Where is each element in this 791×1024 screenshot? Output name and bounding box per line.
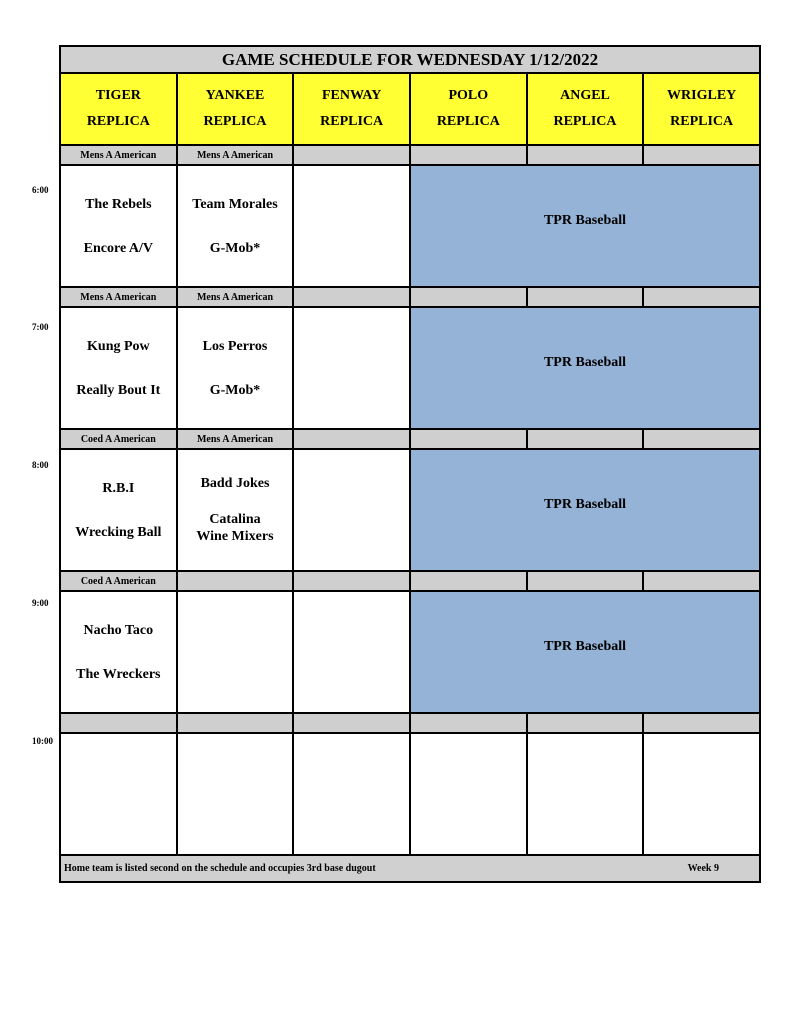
field-header-yankee [178,74,293,144]
footer-note: Home team is listed second on the schedule and occupies 3rd base dugout [64,863,376,874]
division-label [178,572,293,590]
away-team: The Rebels [85,196,152,212]
division-label [61,714,176,732]
home-team: The Wreckers [76,666,161,682]
division-label: Mens A American [178,430,293,448]
division-label [644,288,759,306]
field-header-angel [528,74,643,144]
game-cell [178,308,293,428]
division-label [528,430,643,448]
division-label [528,714,643,732]
field-name: ANGEL [560,88,610,103]
tpr-block: TPR Baseball [411,450,759,570]
schedule-title: GAME SCHEDULE FOR WEDNESDAY 1/12/2022 [61,47,759,72]
tpr-block: TPR Baseball [411,308,759,428]
field-sub: REPLICA [320,114,384,129]
field-name: FENWAY [321,88,382,103]
field-header-polo [411,74,526,144]
division-label [644,430,759,448]
home-team: Wrecking Ball [75,524,162,540]
field-name: YANKEE [205,88,265,103]
division-label [294,572,409,590]
division-label [528,146,643,164]
empty-cell [644,734,759,854]
field-sub: REPLICA [553,114,617,129]
home-team: Encore A/V [83,240,153,256]
division-label [411,146,526,164]
empty-cell [528,734,643,854]
division-label [411,288,526,306]
field-sub: REPLICA [670,114,734,129]
division-label [528,288,643,306]
division-label [294,430,409,448]
field-header-fenway [294,74,409,144]
away-team: Badd Jokes [200,476,270,492]
game-cell [178,166,293,286]
time-label-8: 8:00 [32,460,49,470]
division-label [528,572,643,590]
away-team: R.B.I [102,480,135,496]
home-team: G-Mob* [209,382,261,398]
time-label-9: 9:00 [32,598,49,608]
empty-cell [178,592,293,712]
field-name: WRIGLEY [667,88,737,103]
field-sub: REPLICA [86,114,150,129]
field-name: TIGER [95,88,141,103]
field-header-wrigley [644,74,759,144]
division-label: Coed A American [61,430,176,448]
game-cell [61,308,176,428]
empty-cell [294,592,409,712]
game-cell [178,450,293,570]
empty-cell [294,450,409,570]
field-header-tiger [61,74,176,144]
time-label-7: 7:00 [32,322,49,332]
division-label [411,430,526,448]
empty-cell [61,734,176,854]
division-label [644,714,759,732]
home-team: Really Bout It [76,382,161,398]
away-team: Los Perros [202,338,268,354]
game-cell [61,592,176,712]
division-label [294,288,409,306]
division-label [294,714,409,732]
home-team: Catalina Wine Mixers [196,511,274,544]
away-team: Nacho Taco [83,622,154,638]
division-label [644,572,759,590]
time-label-6: 6:00 [32,185,49,195]
division-label: Mens A American [178,146,293,164]
division-label: Coed A American [61,572,176,590]
empty-cell [411,734,526,854]
game-cell [61,166,176,286]
division-label [178,714,293,732]
tpr-block: TPR Baseball [411,166,759,286]
away-team: Team Morales [192,196,278,212]
week-label: Week 9 [687,863,719,874]
division-label: Mens A American [61,146,176,164]
division-label [644,146,759,164]
schedule-table [59,45,761,883]
game-cell [61,450,176,570]
field-sub: REPLICA [436,114,500,129]
division-label [294,146,409,164]
empty-cell [294,734,409,854]
empty-cell [294,166,409,286]
empty-cell [178,734,293,854]
footer-bar [61,856,759,881]
division-label [411,714,526,732]
field-name: POLO [448,88,489,103]
division-label [411,572,526,590]
home-team: G-Mob* [209,240,261,256]
division-label: Mens A American [61,288,176,306]
time-label-10: 10:00 [32,736,53,746]
empty-cell [294,308,409,428]
tpr-block: TPR Baseball [411,592,759,712]
field-sub: REPLICA [203,114,267,129]
division-label: Mens A American [178,288,293,306]
away-team: Kung Pow [87,338,150,354]
